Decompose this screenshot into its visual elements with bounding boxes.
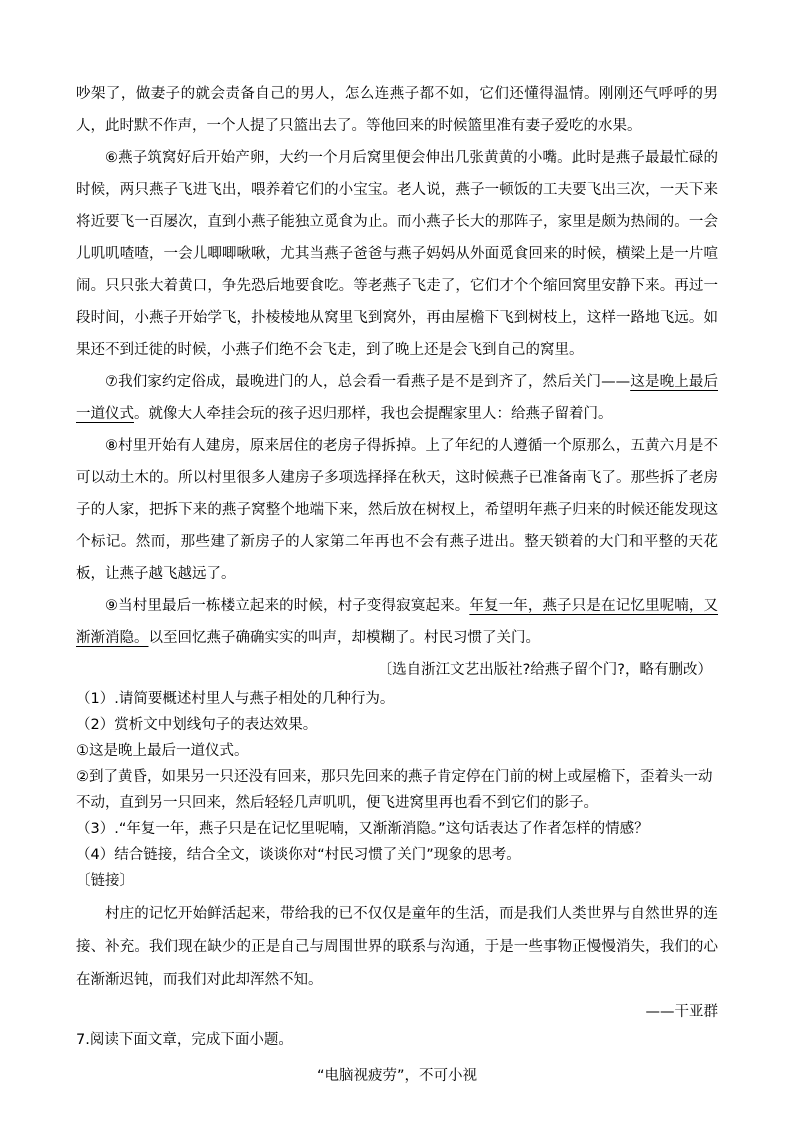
paragraph-5-continued: 吵架了，做妻子的就会责备自己的男人，怎么连燕子都不如，它们还懂得温情。刚刚还气呼呼的男人，此时默不作声，一个人提了只篮出去了。等他回来的时候篮里准有妻子爱吃的水果。 — [76, 86, 718, 134]
paragraph-9-text-before: ⑨当村里最后一栋楼立起来的时候，村子变得寂寞起来。 — [105, 598, 470, 614]
underlined-sentence-2: 年复一年，燕子只是在记忆里呢喃，又渐渐消隐。 — [76, 598, 719, 646]
article-title: “电脑视疲劳”，不可小视 — [316, 1068, 478, 1084]
document-page — [76, 78, 718, 1089]
paragraph-9 — [76, 590, 718, 654]
source-citation: 〔选自浙江文艺出版社?给燕子留个门?，略有删改） — [377, 662, 712, 678]
link-label: 〔链接〕 — [76, 873, 134, 889]
paragraph-6: ⑥燕子筑窝好后开始产卵，大约一个月后窝里便会伸出几张黄黄的小嘴。此时是燕子最最忙碌的时候，两只燕子飞进飞出，喂养着它们的小宝宝。老人说，燕子一顿饭的工夫要飞出三次，一天下来将近要飞一百屡次，直到小燕子能独立觅食为止。而小燕子长大的那阵子，家里是颇为热闹的。一会儿叽叽喳喳，一会儿唧唧啾啾，尤其当燕子爸爸与燕子妈妈从外面觅食回来的时候，横梁上是一片喧闹。只只张大着黄口，争先恐后地要食吃。等老燕子飞走了，它们才个个缩回窝里安静下来。再过一段时间，小燕子开始学飞，扑棱棱地从窝里飞到窝外，再由屋檐下飞到树枝上，这样一路地飞远。如果还不到迁徙的时候，小燕子们绝不会飞走，到了晚上还是会飞到自己的窝里。 — [76, 150, 718, 358]
paragraph-7-text-after: 。就像大人牵挂会玩的孩子迟归那样，我也会提醒家里人：给燕子留着门。 — [134, 406, 613, 422]
question-7-instruction: 7.阅读下面文章，完成下面小题。 — [76, 1032, 293, 1048]
question-4: （4）结合链接，结合全文，谈谈你对“村民习惯了关门”现象的思考。 — [76, 847, 521, 863]
question-3: （3）.“年复一年，燕子只是在记忆里呢喃，又渐渐消隐。”这句话表达了作者怎样的情感？ — [76, 821, 649, 837]
paragraph-8: ⑧村里开始有人建房，原来居住的老房子得拆掉。上了年纪的人遵循一个原那么，五黄六月是不可以动土木的。所以村里很多人建房子多项选择择在秋天，这时候燕子已准备南飞了。那些拆了老房子的人家，把拆下来的燕子窝整个地端下来，然后放在树杈上，希望明年燕子归来的时候还能发现这个标记。然而，那些建了新房子的人家第二年再也不会有燕子进出。整天锁着的大门和平整的天花板，让燕子越飞越远了。 — [76, 438, 718, 582]
paragraph-9-text-after: 以至回忆燕子确确实实的叫声，却模糊了。村民习惯了关门。 — [148, 630, 540, 646]
question-2-item-1: ①这是晚上最后一道仪式。 — [76, 743, 249, 759]
question-2: （2）赏析文中划线句子的表达效果。 — [76, 717, 318, 733]
question-1: （1）.请简要概述村里人与燕子相处的几种行为。 — [76, 691, 395, 707]
paragraph-7-text-before: ⑦我们家约定俗成，最晚进门的人，总会看一看燕子是不是到齐了，然后关门—— — [105, 374, 631, 390]
link-author: ——干亚群 — [645, 1004, 718, 1020]
paragraph-7 — [76, 366, 718, 430]
underlined-sentence-1: 这是晚上最后一道仪式 — [76, 374, 718, 422]
link-paragraph: 村庄的记忆开始鲜活起来，带给我的已不仅仅是童年的生活，而是我们人类世界与自然世界的连接、补充。我们现在缺少的正是自己与周围世界的联系与沟通，于是一些事物正慢慢消失，我们的心在渐渐迟钝，而我们对此却浑然不知。 — [76, 906, 718, 988]
question-2-item-2: ②到了黄昏，如果另一只还没有回来，那只先回来的燕子肯定停在门前的树上或屋檐下，歪着头一动不动，直到另一只回来，然后轻轻几声叽叽，便飞进窝里再也看不到它们的影子。 — [76, 769, 713, 811]
